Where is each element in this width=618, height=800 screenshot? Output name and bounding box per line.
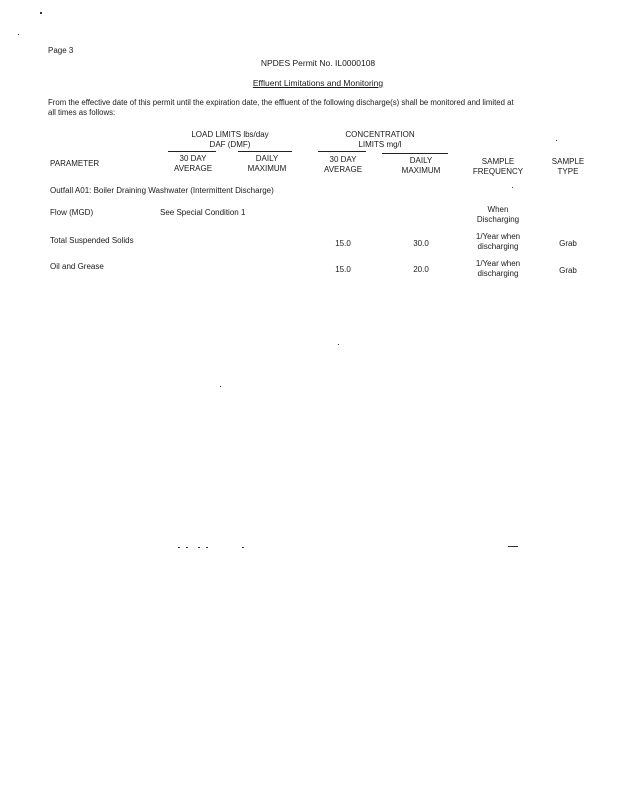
col-header-frequency-2: FREQUENCY: [472, 167, 524, 176]
row-tss-type: Grab: [559, 239, 577, 248]
section-title: Effluent Limitations and Monitoring: [252, 78, 384, 88]
row-tss-parameter: Total Suspended Solids: [50, 236, 134, 245]
scan-speck: [40, 12, 42, 14]
row-og-parameter: Oil and Grease: [50, 262, 104, 271]
header-rule: [238, 151, 292, 152]
row-flow-load-note: See Special Condition 1: [160, 208, 246, 217]
col-header-conc-daily-1: DAILY: [409, 156, 433, 165]
row-flow-frequency-2: Discharging: [476, 215, 520, 224]
col-header-conc-daily-2: MAXIMUM: [401, 166, 441, 175]
row-tss-frequency-1: 1/Year when: [475, 232, 521, 241]
permit-title: NPDES Permit No. IL0000108: [260, 58, 376, 68]
row-tss-conc-30day: 15.0: [335, 239, 351, 248]
row-og-frequency-2: discharging: [477, 269, 519, 278]
scan-speck: [242, 547, 244, 548]
col-header-load-daily-2: MAXIMUM: [247, 164, 287, 173]
intro-line-1: From the effective date of this permit until the expiration date, the effluent of the following discharge(s) shall be monitored and limited at: [48, 98, 514, 107]
col-header-load-30day-1: 30 DAY: [179, 154, 207, 163]
col-header-conc-30day-2: AVERAGE: [323, 165, 363, 174]
row-og-frequency-1: 1/Year when: [475, 259, 521, 268]
col-header-conc-30day-1: 30 DAY: [329, 155, 357, 164]
load-limits-header-2: DAF (DMF): [209, 140, 251, 149]
scan-speck: [206, 547, 208, 548]
intro-line-2: all times as follows:: [48, 108, 116, 117]
row-og-conc-30day: 15.0: [335, 265, 351, 274]
header-rule: [382, 153, 448, 154]
scan-speck: [18, 34, 19, 35]
outfall-heading: Outfall A01: Boiler Draining Washwater (Intermittent Discharge): [50, 186, 274, 195]
scan-speck: [178, 547, 180, 548]
concentration-header-2: LIMITS mg/l: [358, 140, 402, 149]
scan-speck: [556, 140, 557, 141]
row-og-conc-daily: 20.0: [413, 265, 429, 274]
row-tss-frequency-2: discharging: [477, 242, 519, 251]
row-tss-conc-daily: 30.0: [413, 239, 429, 248]
row-flow-frequency-1: When: [487, 205, 509, 214]
scan-speck: [512, 187, 513, 188]
concentration-header-1: CONCENTRATION: [345, 130, 415, 139]
page-label: Page 3: [48, 46, 74, 55]
header-rule: [318, 151, 366, 152]
row-og-type: Grab: [559, 266, 577, 275]
col-header-parameter: PARAMETER: [50, 159, 100, 168]
load-limits-header-1: LOAD LIMITS lbs/day: [191, 130, 269, 139]
row-flow-parameter: Flow (MGD): [50, 208, 94, 217]
col-header-frequency-1: SAMPLE: [481, 157, 515, 166]
col-header-type-2: TYPE: [557, 167, 579, 176]
col-header-type-1: SAMPLE: [551, 157, 585, 166]
col-header-load-daily-1: DAILY: [255, 154, 279, 163]
scan-speck: [186, 547, 188, 548]
scan-speck: [338, 344, 339, 345]
header-rule: [168, 151, 216, 152]
col-header-load-30day-2: AVERAGE: [173, 164, 213, 173]
scan-speck: [220, 386, 221, 387]
scan-speck: [508, 546, 518, 547]
scan-speck: [198, 547, 200, 548]
